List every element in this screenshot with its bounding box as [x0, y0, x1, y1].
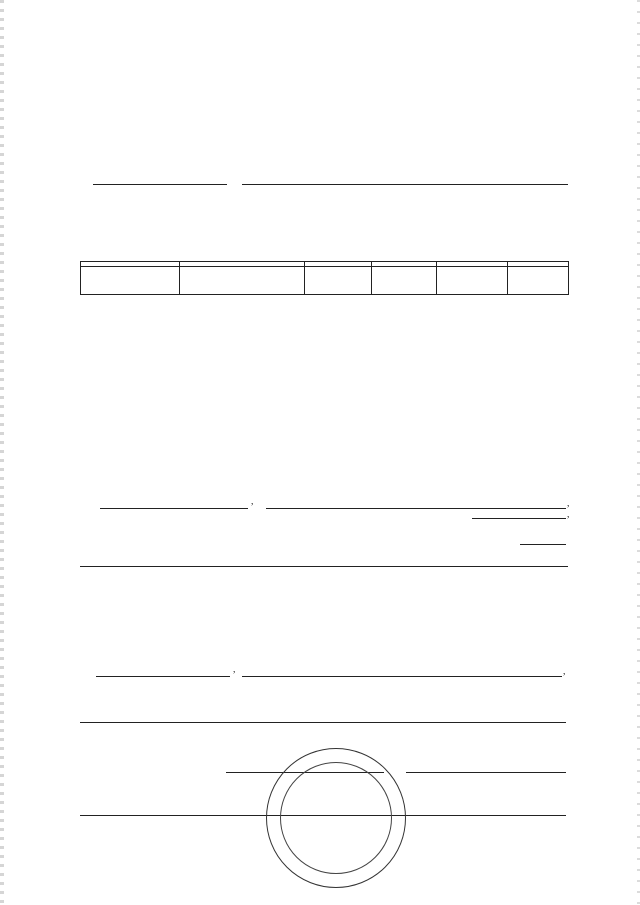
name-underline: [242, 184, 568, 185]
cell-exclusion-strip: [437, 267, 508, 295]
seal-inner-ring: [280, 762, 392, 874]
inventory-underline: [472, 518, 566, 519]
number-underline: [93, 184, 227, 185]
org-underline: [80, 566, 568, 567]
cell-plot-number: [81, 267, 180, 295]
number-underline-3-2: [96, 676, 230, 677]
authority-underline: [80, 722, 566, 723]
cell-area: [372, 267, 437, 295]
passport-underline: [520, 544, 566, 545]
cell-protection-zones: [508, 267, 569, 295]
table-row: [81, 267, 569, 295]
plot-dimensions-table: [80, 261, 569, 295]
scan-edge-left: [0, 0, 4, 905]
cell-length: [180, 267, 305, 295]
cell-configuration: [305, 267, 372, 295]
name-underline-3-1: [266, 508, 566, 509]
from-underline: [406, 772, 566, 773]
name-underline-3-2: [242, 676, 562, 677]
number-underline-3-1: [100, 508, 248, 509]
